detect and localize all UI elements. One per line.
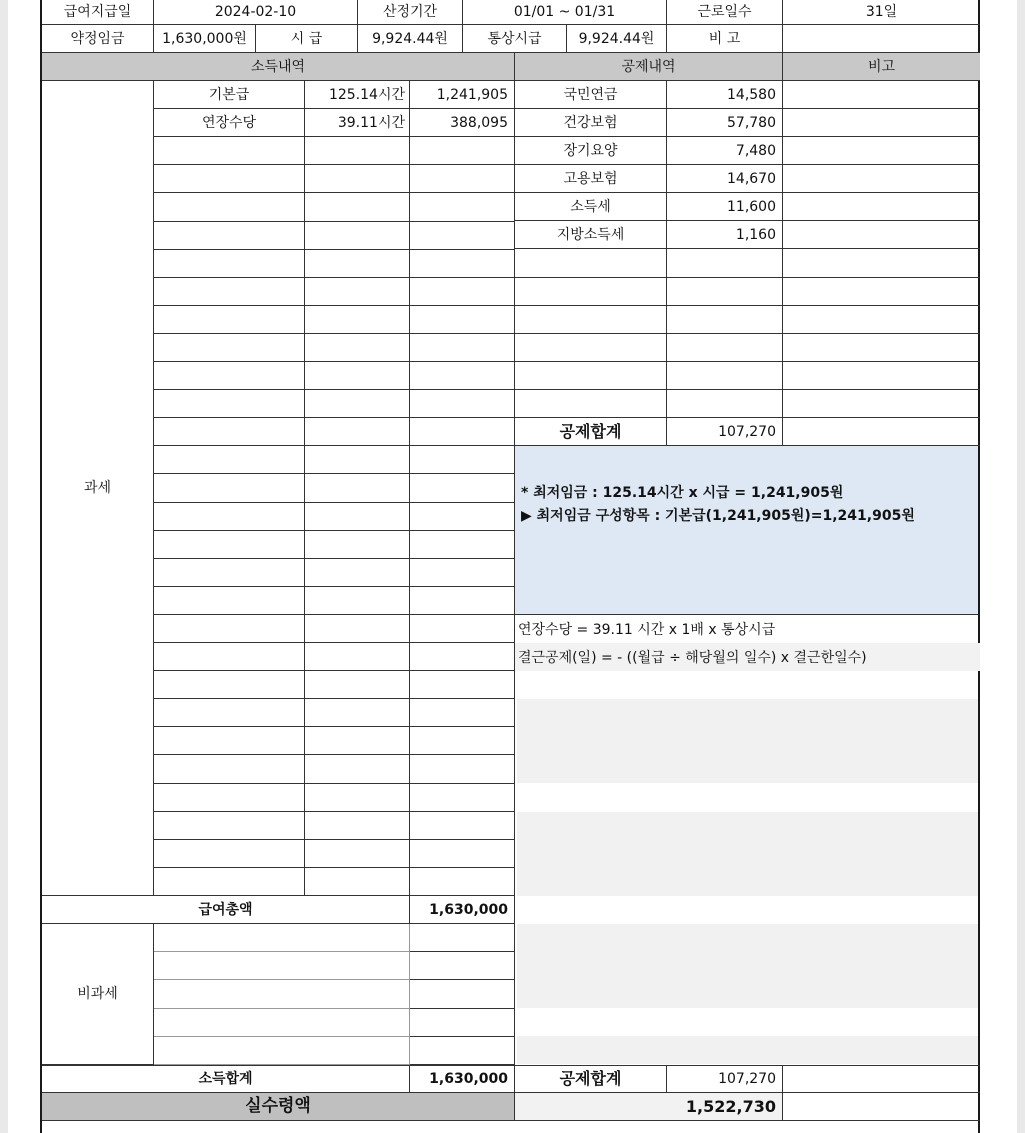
- income-item-name: [154, 474, 305, 503]
- deduction-total-label: 공제합계: [515, 418, 667, 446]
- note-row-band: [517, 868, 978, 896]
- income-item-hours: [305, 559, 410, 587]
- note-row-band: [517, 924, 978, 952]
- minimum-wage-line: * 최저임금 : 125.14시간 x 시급 = 1,241,905원: [521, 485, 844, 501]
- absence-formula: 결근공제(일) = - ((월급 ÷ 해당월의 일수) x 결근한일수): [515, 643, 980, 671]
- note-row-band: [517, 755, 978, 783]
- income-item-amount: [410, 390, 515, 418]
- income-item-amount: 388,095: [410, 109, 515, 137]
- overtime-formula: 연장수당 = 39.11 시간 x 1배 x 통상시급: [518, 622, 776, 638]
- deduction-item-remark: [783, 306, 980, 334]
- income-item-hours: [305, 531, 410, 559]
- income-item-hours: [305, 784, 410, 812]
- income-item-name: [154, 727, 305, 755]
- nontaxable-item-amount: [410, 1037, 515, 1065]
- income-item-hours: [305, 165, 410, 193]
- income-item-hours: [305, 334, 410, 362]
- deduction-item-name: [515, 278, 667, 306]
- deduction-item-amount: 11,600: [667, 193, 783, 221]
- deduction-item-name: 건강보험: [515, 109, 667, 137]
- income-item-name: [154, 531, 305, 559]
- income-item-name: 기본급: [154, 81, 305, 109]
- income-item-name: [154, 812, 305, 840]
- income-item-hours: [305, 474, 410, 503]
- deduction-item-name: [515, 362, 667, 390]
- deduction-item-remark: [783, 249, 980, 278]
- deduction-item-amount: [667, 362, 783, 390]
- remark-value: [783, 25, 980, 53]
- deduction-item-name: [515, 306, 667, 334]
- nontaxable-label: 비과세: [42, 924, 154, 1065]
- note-row-band: [517, 727, 978, 755]
- net-pay-value: 1,522,730: [515, 1093, 783, 1121]
- income-item-amount: [410, 306, 515, 334]
- income-item-name: [154, 193, 305, 222]
- deduction-item-amount: 57,780: [667, 109, 783, 137]
- income-item-name: [154, 418, 305, 446]
- income-item-hours: [305, 671, 410, 699]
- deduction-item-remark: [783, 390, 980, 418]
- hourly-wage-label: 시 급: [256, 25, 358, 53]
- income-item-hours: [305, 278, 410, 306]
- income-item-hours: [305, 503, 410, 531]
- deduction-item-remark: [783, 165, 980, 193]
- nontaxable-item-name: [154, 1009, 410, 1037]
- minimum-wage-note: [515, 446, 980, 615]
- income-item-hours: [305, 587, 410, 615]
- deduction-item-name: [515, 249, 667, 278]
- income-item-name: [154, 362, 305, 390]
- income-total-label: 소득합계: [42, 1065, 410, 1093]
- taxable-label: 과세: [42, 81, 154, 896]
- note-row-band: [517, 783, 978, 811]
- nontaxable-item-name: [154, 980, 410, 1009]
- income-item-hours: [305, 137, 410, 165]
- income-item-amount: [410, 446, 515, 474]
- income-item-hours: [305, 699, 410, 727]
- income-item-hours: [305, 222, 410, 250]
- income-item-hours: [305, 755, 410, 784]
- income-item-hours: [305, 306, 410, 334]
- income-item-name: 연장수당: [154, 109, 305, 137]
- income-item-amount: [410, 727, 515, 755]
- deduction-item-amount: [667, 306, 783, 334]
- income-item-hours: [305, 250, 410, 278]
- income-item-name: [154, 165, 305, 193]
- deduction-item-amount: [667, 390, 783, 418]
- deduction-item-amount: [667, 334, 783, 362]
- income-item-name: [154, 699, 305, 727]
- income-item-hours: [305, 362, 410, 390]
- income-item-amount: [410, 278, 515, 306]
- income-item-hours: [305, 193, 410, 222]
- deduction-item-amount: 7,480: [667, 137, 783, 165]
- minimum-wage-items-line: ▶ 최저임금 구성항목 : 기본급(1,241,905원)=1,241,905원: [521, 508, 915, 524]
- income-item-name: [154, 615, 305, 643]
- note-row-band: [517, 980, 978, 1008]
- nontaxable-item-amount: [410, 980, 515, 1009]
- pay-date-label: 급여지급일: [42, 0, 154, 25]
- income-item-name: [154, 334, 305, 362]
- bottom-total-remark: [783, 1065, 980, 1093]
- deduction-item-remark: [783, 278, 980, 306]
- deduction-item-amount: 14,670: [667, 165, 783, 193]
- income-item-amount: [410, 250, 515, 278]
- income-item-name: [154, 868, 305, 896]
- income-item-amount: [410, 531, 515, 559]
- nontaxable-item-amount: [410, 952, 515, 980]
- net-pay-remark: [783, 1093, 980, 1121]
- contract-wage-value: 1,630,000원: [154, 25, 256, 53]
- note-row-band: [517, 896, 978, 924]
- income-item-name: [154, 222, 305, 250]
- nontaxable-item-name: [154, 952, 410, 980]
- income-item-amount: [410, 755, 515, 784]
- income-item-hours: [305, 446, 410, 474]
- income-item-amount: [410, 812, 515, 840]
- gross-pay-value: 1,630,000: [410, 896, 515, 924]
- deduction-total-value: 107,270: [667, 418, 783, 446]
- income-item-amount: [410, 784, 515, 812]
- nontaxable-item-amount: [410, 924, 515, 952]
- note-row-band: [517, 840, 978, 868]
- income-item-amount: [410, 671, 515, 699]
- income-item-amount: [410, 559, 515, 587]
- deduction-item-remark: [783, 109, 980, 137]
- income-item-name: [154, 306, 305, 334]
- remark-section-header: 비고: [783, 53, 980, 81]
- income-item-amount: [410, 840, 515, 868]
- note-row-band: [517, 812, 978, 840]
- income-item-hours: [305, 812, 410, 840]
- period-value: 01/01 ~ 01/31: [463, 0, 667, 25]
- hourly-wage-value: 9,924.44원: [358, 25, 463, 53]
- nontaxable-item-name: [154, 1037, 410, 1065]
- nontaxable-item-name: [154, 924, 410, 952]
- deduction-item-amount: [667, 278, 783, 306]
- deduction-item-remark: [783, 221, 980, 249]
- deduction-item-name: [515, 334, 667, 362]
- pay-date-value: 2024-02-10: [154, 0, 358, 25]
- income-item-hours: [305, 615, 410, 643]
- deduction-item-remark: [783, 362, 980, 390]
- income-total-value: 1,630,000: [410, 1065, 515, 1093]
- deduction-item-name: 지방소득세: [515, 221, 667, 249]
- income-item-name: [154, 446, 305, 474]
- income-item-hours: 125.14시간: [305, 81, 410, 109]
- income-item-amount: [410, 503, 515, 531]
- work-days-label: 근로일수: [667, 0, 783, 25]
- income-item-amount: [410, 643, 515, 671]
- income-item-amount: [410, 137, 515, 165]
- income-item-hours: 39.11시간: [305, 109, 410, 137]
- income-item-hours: [305, 727, 410, 755]
- income-item-amount: 1,241,905: [410, 81, 515, 109]
- note-row-band: [517, 952, 978, 980]
- deduction-item-remark: [783, 334, 980, 362]
- deduction-item-name: 장기요양: [515, 137, 667, 165]
- income-item-name: [154, 559, 305, 587]
- deduction-item-name: 소득세: [515, 193, 667, 221]
- nontaxable-item-amount: [410, 1009, 515, 1037]
- deduction-item-remark: [783, 81, 980, 109]
- income-item-name: [154, 587, 305, 615]
- ordinary-hourly-value: 9,924.44원: [567, 25, 667, 53]
- income-item-name: [154, 755, 305, 784]
- income-item-name: [154, 390, 305, 418]
- income-item-amount: [410, 222, 515, 250]
- income-item-amount: [410, 474, 515, 503]
- income-item-hours: [305, 643, 410, 671]
- income-item-name: [154, 840, 305, 868]
- income-item-name: [154, 643, 305, 671]
- income-item-hours: [305, 418, 410, 446]
- deduction-item-amount: 14,580: [667, 81, 783, 109]
- income-item-amount: [410, 193, 515, 222]
- income-item-amount: [410, 334, 515, 362]
- note-row-band: [517, 699, 978, 727]
- ordinary-hourly-label: 통상시급: [463, 25, 567, 53]
- deduction-section-header: 공제내역: [515, 53, 783, 81]
- contract-wage-label: 약정임금: [42, 25, 154, 53]
- income-item-name: [154, 784, 305, 812]
- income-item-amount: [410, 418, 515, 446]
- gross-pay-label: 급여총액: [42, 896, 410, 924]
- net-pay-label: 실수령액: [42, 1093, 515, 1121]
- note-row-band: [517, 1036, 978, 1064]
- deduction-item-name: 국민연금: [515, 81, 667, 109]
- income-item-hours: [305, 390, 410, 418]
- income-item-amount: [410, 868, 515, 896]
- income-item-amount: [410, 699, 515, 727]
- income-item-amount: [410, 587, 515, 615]
- bottom-deduction-total-label: 공제합계: [515, 1065, 667, 1093]
- income-item-name: [154, 250, 305, 278]
- income-item-amount: [410, 615, 515, 643]
- period-label: 산정기간: [358, 0, 463, 25]
- work-days-value: 31일: [783, 0, 980, 25]
- bottom-deduction-total-value: 107,270: [667, 1065, 783, 1093]
- income-item-name: [154, 671, 305, 699]
- note-row-band: [517, 1008, 978, 1036]
- income-item-amount: [410, 165, 515, 193]
- deduction-item-name: 고용보험: [515, 165, 667, 193]
- income-item-amount: [410, 362, 515, 390]
- income-section-header: 소득내역: [42, 53, 515, 81]
- deduction-item-amount: [667, 249, 783, 278]
- note-row-band: [517, 671, 978, 699]
- remark-label: 비 고: [667, 25, 783, 53]
- income-item-name: [154, 137, 305, 165]
- income-item-name: [154, 503, 305, 531]
- deduction-total-remark: [783, 418, 980, 446]
- income-item-hours: [305, 840, 410, 868]
- income-item-name: [154, 278, 305, 306]
- income-item-hours: [305, 868, 410, 896]
- deduction-item-remark: [783, 193, 980, 221]
- deduction-item-name: [515, 390, 667, 418]
- deduction-item-amount: 1,160: [667, 221, 783, 249]
- deduction-item-remark: [783, 137, 980, 165]
